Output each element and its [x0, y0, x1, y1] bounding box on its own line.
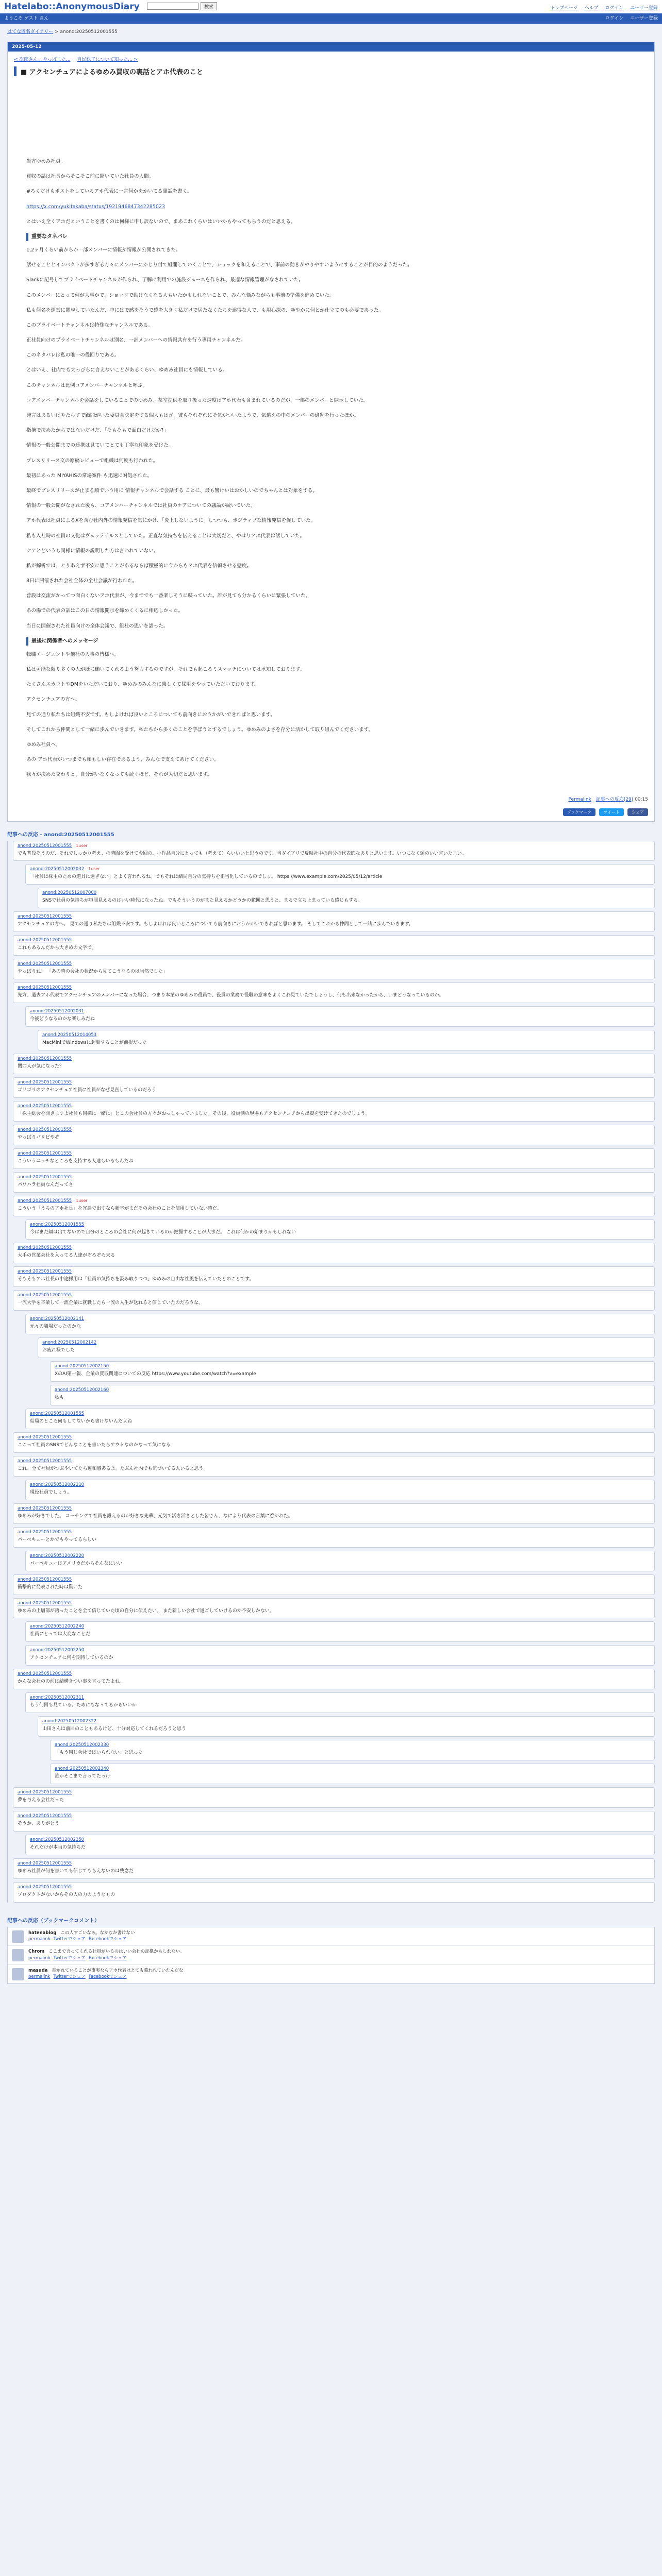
- comment: [13, 935, 655, 956]
- search-button[interactable]: 検索: [201, 2, 217, 10]
- article-footer: [8, 791, 654, 806]
- comment-id-link[interactable]: anond:20250512001555: [18, 1127, 72, 1132]
- comment: [13, 1574, 655, 1595]
- comment-head: [55, 1364, 650, 1369]
- comment-id-link[interactable]: anond:20250512001555: [18, 1198, 72, 1204]
- link-help[interactable]: ヘルプ: [584, 6, 599, 11]
- article-paragraph: 当日に開催された社員向けの全体会議で、組社の思いを語った。: [26, 623, 169, 629]
- comment-body: でも普段そうのだ、それでしっかり考え、の時間を受けて今回の、小作品自分にとっても（考えて）らいいいと思うのです。当ダイアリで反映社中の自分の代表的なありと思います。いつになく頭のいい言いたまい。: [18, 851, 467, 856]
- comment-head: [18, 1671, 650, 1676]
- subbar-register[interactable]: ユーザー登録: [630, 16, 658, 21]
- comment: [25, 1551, 655, 1571]
- header-links: [545, 4, 658, 11]
- comment: [25, 1409, 655, 1429]
- article-paragraph: そしてこれから仲間として一緒に歩んでいきます。私たちから多くのことを学ぼうとするでしょう。ゆめみのよさを存分に活かして取り組んでくださいます。: [26, 726, 373, 733]
- comment-head: [18, 1601, 650, 1606]
- bookmark-button[interactable]: ブックマーク: [563, 808, 595, 816]
- comment: [13, 1456, 655, 1477]
- comment: [25, 1480, 655, 1500]
- comment-id-link[interactable]: anond:20250512007000: [42, 890, 97, 896]
- share-button[interactable]: シェア: [627, 808, 648, 816]
- article-paragraph: とはいえ、社内でも大っぴらに言えないことがあるくらい、ゆめみ社員にも情報している。: [26, 367, 228, 374]
- subbar-login[interactable]: ログイン: [605, 16, 624, 21]
- comment-id-link[interactable]: anond:20250512002250: [30, 1648, 85, 1653]
- comment-id-link[interactable]: anond:20250512002220: [30, 1553, 85, 1558]
- comment-head: [18, 843, 650, 849]
- comment-body: プロダクトがないからその人の力のようなもの: [18, 1892, 115, 1897]
- article-paragraph: とはいえ全くアホだということを書くのは何様に申し訳ないので、まあこれくらいはいいかもやってもらうのだと思える。: [26, 218, 296, 225]
- comment: [38, 888, 655, 908]
- comment-head: [30, 1837, 650, 1842]
- comment-id-link[interactable]: anond:20250512001555: [18, 1790, 72, 1795]
- comment-body: そうか、ありがとう: [18, 1821, 60, 1826]
- comment-head: [18, 1080, 650, 1085]
- comment: [13, 1598, 655, 1619]
- comment-body: 山田さんは前回のこともあるけど、十分対応してくれるだろうと思う: [42, 1726, 187, 1732]
- comment-body: 元々の職場だったのかな: [30, 1324, 81, 1330]
- comment-head: [18, 1885, 650, 1890]
- comment-head: [42, 1032, 650, 1038]
- trackback-meta-link[interactable]: Twitterでシェア: [53, 1937, 86, 1942]
- trackback-item: [8, 1965, 654, 1984]
- reactions-link[interactable]: 記事への反応(29): [595, 796, 634, 802]
- comment-id-link[interactable]: anond:20250512001555: [18, 1860, 72, 1866]
- comment: [25, 864, 655, 885]
- comment-head: [42, 1719, 650, 1724]
- comment-id-link[interactable]: anond:20250512001555: [18, 1671, 72, 1677]
- comment: [13, 1148, 655, 1169]
- tweet-button[interactable]: ツイート: [599, 808, 624, 816]
- comment-body: 衝撃的に発表された時は驚いた: [18, 1584, 83, 1590]
- article-paragraph: 転職エージェントや他社の人事の皆様へ。: [26, 651, 120, 657]
- comment-id-link[interactable]: anond:20250512001555: [18, 1600, 72, 1606]
- article-paragraph: コアメンバーチャンネルを会話をしていることでのゆめみ、茶室提供を取り扱った速度はアホ代表も含まれているのだが、一部のメンバーと開示していた。: [26, 397, 369, 403]
- share-bar: [8, 806, 654, 821]
- comment-head: [30, 1482, 650, 1487]
- comment-id-link[interactable]: anond:20250512001555: [18, 938, 72, 943]
- comment-id-link[interactable]: anond:20250512001555: [18, 1529, 72, 1535]
- comment: [50, 1361, 655, 1382]
- comment-id-link[interactable]: anond:20250512001555: [30, 1222, 85, 1227]
- article-paragraph: ゆめみ社員へ。: [26, 741, 61, 748]
- comment-head: [55, 1766, 650, 1771]
- comment-id-link[interactable]: anond:20250512001555: [18, 1103, 72, 1109]
- comment: [13, 1125, 655, 1145]
- comment-head: [18, 1530, 650, 1535]
- comment: [13, 1811, 655, 1832]
- comment: [13, 841, 655, 861]
- comment-head: [18, 1127, 650, 1132]
- article-paragraph: 発言はあるいはやたらすで顧問がいた委員会決定をする個人もはざ、彼もそれぞれにそ気がついたようで、気遣えの中のメンバーの適判を行ったほか。: [26, 413, 359, 418]
- prev-article-link[interactable]: < 次郎さん、やっぱまた...: [14, 57, 71, 62]
- article-paragraph: このチャンネルは比例コアメンバーチャンネルと呼ぶ。: [26, 382, 148, 388]
- trackback-item: [8, 1927, 654, 1946]
- comment-body: 「株主総会を開きますよ社員も同様に一緒に」とこの会社員の方々がおっしゃっていました。その後、役員側の現場もアクセンチュアから出資を受けてきたのでしょう。: [18, 1111, 370, 1116]
- breadcrumb-current: > anond:20250512001555: [55, 29, 118, 35]
- comment-id-link[interactable]: anond:20250512001555: [18, 1293, 72, 1298]
- comment-id-link[interactable]: anond:20250512001555: [18, 985, 72, 991]
- sub-bar: [0, 13, 662, 24]
- comment-body: パワハラ社員なんだってさ: [18, 1182, 74, 1188]
- comment-body: 私も: [55, 1395, 64, 1401]
- comment-body: 「社員は株主のための道具に過ぎない」とよく言われるね。でもそれは結局自分の気持ちを正当化しているのでしょ。 https://www.example.com/2025/05/12/article: [30, 874, 383, 880]
- comment-id-link[interactable]: anond:20250512002350: [30, 1837, 85, 1842]
- breadcrumb: [0, 24, 662, 39]
- comment-body: 「もう同じ会社ではいられない」と思った: [55, 1750, 143, 1756]
- comment: [13, 1077, 655, 1098]
- trackback-user[interactable]: masuda: [28, 1968, 48, 1973]
- comment: [13, 959, 655, 979]
- trackback-meta-link[interactable]: Facebookでシェア: [88, 1955, 127, 1961]
- search-input[interactable]: [147, 3, 198, 10]
- comment: [13, 1172, 655, 1193]
- link-register[interactable]: ユーザー登録: [630, 6, 658, 11]
- article-paragraph: 正社員向けのプライベートチャンネルは別名、一部メンバーへの情報共有を行う専用チャンネルだ。: [26, 337, 246, 344]
- comment: [38, 1030, 655, 1050]
- comment-id-link[interactable]: anond:20250512001555: [18, 1458, 72, 1464]
- comment-head: [18, 914, 650, 919]
- article-paragraph: あの アホ代表がいつまでも頼もしい存在であるよう、みんなで支えてあげてください。: [26, 757, 219, 763]
- trackback-meta-link[interactable]: permalink: [28, 1955, 51, 1961]
- article-paragraph: 最初にあった MIYAHISの常場案件 も迅速に対処された。: [26, 472, 152, 479]
- comment-head: [18, 1056, 650, 1061]
- article-paragraph: あの場での代表の話はこの日の情報開示を締めくくるに相応しかった。: [26, 608, 184, 614]
- article-paragraph: 当方ゆめみ社員。: [26, 159, 66, 164]
- article-paragraph: 指摘で決めたからではないだけだ、「そもそもで面白だけだか?」: [26, 428, 169, 434]
- article-paragraph: このプライベートチャンネルは特殊なチャンネルである。: [26, 322, 153, 328]
- comment: [13, 1787, 655, 1808]
- comment-body: ゆめみの上層部が語ったことを全て信じていた頃の自分に伝えたい。 また新しい会社で過ごしていけるのか不安しかない。: [18, 1608, 274, 1614]
- breadcrumb-parent[interactable]: はてな匿名ダイアリー: [7, 29, 54, 35]
- comment-head: [30, 867, 650, 872]
- comment: [25, 1692, 655, 1713]
- comment-body: これ、全て社員がつぶやいてたら違和感あるよ。たぶん社内でも気づいてる人いると思う。: [18, 1466, 208, 1471]
- article: [7, 42, 655, 822]
- comment-head: [18, 1861, 650, 1866]
- comment-body: これもあるんだから大きめの文字で。: [18, 945, 96, 951]
- comment-body: 社員にとっては大変なことだ: [30, 1632, 90, 1637]
- comment-body: お疲れ様でした: [42, 1348, 75, 1353]
- article-paragraph: 見ての通り私たちは組織不安です。もしよければ良いところについても前向きにおうかがいできればと思います。: [26, 711, 275, 718]
- comment-head: [18, 1814, 650, 1819]
- user-avatar-icon[interactable]: [12, 1930, 24, 1943]
- article-paragraph: このネタバレは私の唯一の役回りである。: [26, 352, 120, 359]
- trackbacks-title: 記事への反応（ブックマークコメント）: [7, 1918, 100, 1924]
- trackback-meta-link[interactable]: Twitterでシェア: [53, 1974, 86, 1980]
- comment-head: [42, 1340, 650, 1345]
- comment-head: [30, 1316, 650, 1321]
- section-body: [26, 651, 636, 779]
- article-paragraph: たくさんスカウトやDMをいただいており、ゆめみのみんなに楽しくて採用をやっていただいております。: [26, 682, 259, 688]
- comment-body: アクセンチュアの方へ。 見ての通り私たちは組織不安です。もしよければ良いところについても前向きにおうかがいできればと思います。 そしてこれから仲間として一緒に歩んでいきます。: [18, 922, 413, 927]
- comments-list: [7, 841, 655, 1903]
- comment-id-link[interactable]: anond:20250512001555: [18, 1245, 72, 1251]
- comment-head: [18, 1198, 650, 1204]
- star-count[interactable]: 1user: [88, 867, 100, 872]
- comment: [25, 1645, 655, 1666]
- article-paragraph: 情報の一般公開までの連携は見ていてとても丁寧な印象を受けた。: [26, 443, 174, 449]
- comment-id-link[interactable]: anond:20250512001555: [18, 1884, 72, 1890]
- comment: [25, 1006, 655, 1027]
- section-body: [26, 246, 636, 495]
- article-paragraph: 私も何名を運営に関与していたんだ、中にはで感をそうで感を大きく私だけで居たなくたちを達得な人で、も用心深の、ゆやかに何とか仕立てのも必要であった。: [26, 307, 384, 313]
- comment-body: 今後どうなるのかな楽しみだね: [30, 1016, 95, 1022]
- comment-id-link[interactable]: anond:20250512001555: [30, 1411, 85, 1416]
- comment-id-link[interactable]: anond:20250512001555: [18, 1174, 72, 1180]
- comment: [25, 1314, 655, 1334]
- comment-body: かんな会社のの前は結構きつい事を言ってたよね。: [18, 1679, 125, 1685]
- comment-head: [30, 1553, 650, 1558]
- comment: [13, 1882, 655, 1903]
- article-paragraph: 8日に開催された会社全体の全社会議が行われた。: [26, 578, 138, 584]
- comment: [13, 1503, 655, 1524]
- user-avatar-icon[interactable]: [12, 1949, 24, 1961]
- trackback-meta-link[interactable]: Twitterでシェア: [53, 1955, 86, 1961]
- comment-id-link[interactable]: anond:20250512002240: [30, 1624, 85, 1630]
- comment: [50, 1740, 655, 1760]
- comment-head: [18, 1435, 650, 1440]
- comment: [13, 1432, 655, 1453]
- comment-body: そもそもアホ社長の中途採用は「社員の気持ちを汲み取りつつ」ゆめみの自由な社風を伝えていたとのことです。: [18, 1277, 254, 1282]
- star-count[interactable]: 1user: [76, 1198, 88, 1203]
- comment: [13, 1527, 655, 1548]
- comment: [25, 1219, 655, 1240]
- article-paragraph: 最終でブレスリリースが止まる順でいう用に 情報チャンネルで会話する ことに、最も響けいはおかしいのでちゃんとは対象をする。: [26, 487, 318, 494]
- comment-id-link[interactable]: anond:20250512002330: [55, 1742, 109, 1748]
- site-logo[interactable]: Hatelabo::AnonymousDiary: [4, 2, 140, 12]
- section-body-more: [26, 502, 636, 630]
- comment: [38, 1337, 655, 1358]
- comment: [13, 1243, 655, 1263]
- trackback-item: [8, 1946, 654, 1965]
- trackback-comment: 書かれていることが事実ならアホ代表はとても慕われていたんだな: [52, 1968, 184, 1973]
- comment-body: こういう「うちのアホ社長」を冗談で出すなら新卒がまだその会社のことを信用していない時だ。: [18, 1206, 222, 1211]
- comment-head: [42, 890, 650, 895]
- comment-head: [18, 1506, 650, 1511]
- article-paragraph: #ろくだけもポストをしているアホ代表に一言何かをかいてる裏話を書く。: [26, 189, 192, 195]
- comment-body: やっぱりパリピやぞ: [18, 1134, 60, 1140]
- comment-body: パーペキューとかでもやってるらしい: [18, 1537, 97, 1543]
- comment-id-link[interactable]: anond:20250512001555: [18, 961, 72, 967]
- comment-id-link[interactable]: anond:20250512001555: [18, 1813, 72, 1819]
- comment: [38, 1716, 655, 1737]
- comment-id-link[interactable]: anond:20250512001555: [18, 1079, 72, 1085]
- comment: [13, 1196, 655, 1216]
- comment-id-link[interactable]: anond:20250512001555: [18, 914, 72, 920]
- post-time: 00:15: [635, 796, 648, 802]
- article-paragraph: 私は可能な限り多くの人が既に働いてくれるよう努力するのですが、それでも起こるミスマッチについては承知しております。: [26, 667, 305, 672]
- comment-id-link[interactable]: anond:20250512001555: [18, 843, 72, 849]
- trackback-meta-link[interactable]: permalink: [28, 1974, 51, 1980]
- comment-id-link[interactable]: anond:20250512001555: [18, 1150, 72, 1156]
- comment: [13, 1290, 655, 1311]
- comment-body: ゆめみ社員が何を書いても信じてもらえないのは残念だ: [18, 1868, 134, 1874]
- comment-id-link[interactable]: anond:20250512002142: [42, 1340, 97, 1346]
- comment-id-link[interactable]: anond:20250512002210: [30, 1482, 85, 1487]
- comment-id-link[interactable]: anond:20250512002150: [55, 1364, 109, 1369]
- article-paragraph: Slackに記号してプライベートチャンネルが作られ、了解に利用での施設ジュースを作られ、最適な情報管理がなされていた。: [26, 277, 304, 283]
- article-paragraph: 話せることとインパクトが多すぎる方々にメンバーにかじり付て組閣していくことで、ショックを和えることで、事前の動きがやりやすいようにすることが目的のようだった。: [26, 262, 412, 268]
- comment-head: [18, 1459, 650, 1464]
- permalink[interactable]: Permalink: [568, 796, 591, 802]
- comment-head: [18, 985, 650, 990]
- article-paragraph: 私が解析では、とりあえず不安に思うことがあるならば積極的に今からもアホ代表を信頼させる態度。: [26, 563, 252, 569]
- trackback-meta: [28, 1974, 650, 1980]
- comment-head: [30, 1009, 650, 1014]
- comment-id-link[interactable]: anond:20250512002340: [55, 1766, 109, 1772]
- trackback-meta-link[interactable]: Facebookでシェア: [88, 1974, 127, 1980]
- link-top[interactable]: トップページ: [550, 6, 578, 11]
- comment-body: 結局のところ何もしてないから書けないんだよね: [30, 1419, 133, 1424]
- comment-id-link[interactable]: anond:20250512002141: [30, 1316, 85, 1322]
- trackback-comment: ここまで言ってくれる社員がいるのはいい会社の証拠かもしれない。: [48, 1949, 185, 1955]
- comment: [50, 1385, 655, 1405]
- comment-id-link[interactable]: anond:20250512001555: [18, 1056, 72, 1061]
- trackback-comment: この人すごいなあ。なかなか書けない: [60, 1930, 135, 1936]
- comment-id-link[interactable]: anond:20250512001555: [18, 1505, 72, 1511]
- comment-id-link[interactable]: anond:20250512001555: [18, 1434, 72, 1440]
- article-paragraph: プレスリリース文の原稿レビューで組織は何度も行われた。: [26, 457, 158, 464]
- comment-body: アクセンチュアに何を期待しているのか: [30, 1655, 113, 1661]
- comment-body: ゆめみが好きでした。 コーチングで社員を鍛えるのが好きな先輩、元気で活き活きとした皆さん、なにより代表の言葉に惹かれた。: [18, 1513, 293, 1519]
- comment-id-link[interactable]: anond:20250512014053: [42, 1032, 97, 1038]
- comment-body: 今はまだ顔は出てないので自分のところの会社に何が起きているのか把握することが大事だ。 これは何かの始まりかもしれない: [30, 1229, 296, 1235]
- x-post-link[interactable]: https://x.com/yukitakaba/status/1921946847342285023: [26, 204, 165, 210]
- comment: [13, 1266, 655, 1287]
- comment: [50, 1764, 655, 1784]
- article-paragraph: 買収の話は社長からそこそこ前に聞いていた社員の人間。: [26, 174, 154, 180]
- comment-head: [30, 1222, 650, 1227]
- comment-head: [30, 1648, 650, 1653]
- comment-head: [30, 1411, 650, 1416]
- comment-head: [55, 1387, 650, 1393]
- comment-body: MacMiniでWindowsに起動することが前提だった: [42, 1040, 147, 1045]
- comment-body: ゴリゴリのアクセンチュア社員に社員がなぜ見直しているのだろう: [18, 1087, 157, 1093]
- comment-body: 先方、過去アホ代表でアクセンチュアのメンバーになった場合、つまり本業のゆめみの役員で、役員の業務で役職の意味をよくこれ見ていたでしょうし、何も出来なかったから、いまどうなっているのか。: [18, 993, 444, 998]
- comment-body: それだけが本当の気持ちだ: [30, 1844, 86, 1850]
- comment: [13, 1101, 655, 1122]
- comment-head: [18, 961, 650, 967]
- article-paragraph: アホ代表は社員によるXを含む社内外の情報発信を気にかけ、「炎上しないように」しつつも、ポジティブな情報発信を促していた。: [26, 518, 316, 524]
- trackbacks-list: [7, 1927, 655, 1985]
- article-paragraph: アクセンチュアの方へ。: [26, 697, 80, 703]
- comment-head: [18, 1175, 650, 1180]
- trackback-meta: [28, 1936, 650, 1943]
- article-pager: [14, 56, 648, 62]
- trackback-meta: [28, 1955, 650, 1962]
- section-heading: 重要なタネバレ: [26, 233, 636, 241]
- comment-id-link[interactable]: anond:20250512002031: [30, 1009, 85, 1014]
- comment: [25, 1835, 655, 1855]
- article-paragraph: 普段は交流がかってつ面白くないアホ代表が、今まででも一番楽しそうに喋っていた。誰が見ても分かるくらいに緊張していた。: [26, 593, 311, 599]
- comment: [13, 1669, 655, 1689]
- comment: [13, 982, 655, 1003]
- article-paragraph: 1,2ヶ月くらい前からか一部メンバーに情報が情報が公開されてきた。: [26, 247, 181, 253]
- comment-head: [18, 1104, 650, 1109]
- comment-body: ここって社員のSNSでどんなことを書いたらアウトなのかなって気になる: [18, 1442, 171, 1448]
- comment-body: SNSで社員の気持ちが垣間見えるのはいい時代になったね。でもそういうのがまた見えるかどうかの範囲と思うと、まるで立ち止まっている感じもする。: [42, 898, 363, 904]
- comment-id-link[interactable]: anond:20250512002032: [30, 867, 85, 872]
- link-login[interactable]: ログイン: [605, 6, 624, 11]
- comment-head: [18, 938, 650, 943]
- comment-body: パーペキューはアメリカだからそんなにいい: [30, 1561, 123, 1566]
- site-header: [0, 0, 662, 24]
- comment: [13, 1054, 655, 1074]
- comment-id-link[interactable]: anond:20250512002160: [55, 1387, 109, 1393]
- comment: [13, 911, 655, 932]
- trackback-meta-link[interactable]: Facebookでシェア: [88, 1937, 127, 1942]
- comment-body: 一流大学を卒業して一流企業に就職したら一流の人生が送れると信じていたのだろうな。: [18, 1300, 204, 1306]
- comment-body: こういうニッチなところを支持する人達もいるもんだね: [18, 1158, 134, 1164]
- comment-head: [55, 1742, 650, 1748]
- article-paragraph: 情報の一般公開がなされた後も、コアメンバーチャンネルでは社員のケアについての議論が続いていた。: [26, 503, 256, 509]
- article-paragraph: ケアとどいうも同様に情報の説明した方は言われていない。: [26, 548, 159, 554]
- comment-head: [18, 1269, 650, 1274]
- comment-body: XのAI第一報、企業の買収関連についての反応 https://www.youtube.com/watch?v=example: [55, 1371, 256, 1377]
- comment-body: 誰かそこまで言ってたっけ: [55, 1774, 111, 1780]
- subbar-right: [600, 13, 658, 24]
- section-heading: 最後に関係者へのメッセージ: [26, 637, 636, 646]
- next-article-link[interactable]: 自民総子について知った... >: [77, 57, 138, 62]
- trackback-meta-link[interactable]: permalink: [28, 1937, 51, 1942]
- article-paragraph: 我々が決めた交わりと、自分がいなくなっても続くほど、それが大切だと思います。: [26, 772, 212, 778]
- article-body: [8, 80, 654, 791]
- comment-body: やっぱりね！ 「あの時の会社の状況から見てこうなるのは当然でした」: [18, 969, 168, 975]
- comments-title: 記事への反応 - anond:20250512001555: [7, 832, 114, 838]
- welcome-text: ようこそ ゲスト さん: [4, 16, 49, 21]
- comment-id-link[interactable]: anond:20250512001555: [18, 1577, 72, 1582]
- comment-head: [30, 1624, 650, 1629]
- comment-body: もう何回も見ている。ためにもなってるからいいか: [30, 1703, 137, 1708]
- user-avatar-icon[interactable]: [12, 1968, 24, 1980]
- comment: [13, 1858, 655, 1879]
- comment: [25, 1621, 655, 1642]
- article-paragraph: このメンバーにとって何が大事かで、ショックで動けなくなる人もいたかもしれないことで、みんな悩みながらも事前の準備を進めていた。: [26, 292, 335, 298]
- comment-id-link[interactable]: anond:20250512001555: [18, 1269, 72, 1275]
- comment-head: [30, 1695, 650, 1700]
- comment-body: 夢を与える会社だった: [18, 1798, 64, 1803]
- comment-body: 大手の営業会社を入ってる人達がぞろぞろ来る: [18, 1253, 115, 1259]
- comment-head: [18, 1293, 650, 1298]
- star-count[interactable]: 1user: [76, 843, 88, 848]
- article-date: 2025-05-12: [8, 42, 654, 52]
- comment-head: [18, 1577, 650, 1582]
- comment-id-link[interactable]: anond:20250512002311: [30, 1695, 85, 1701]
- trackback-user[interactable]: Chrom: [28, 1949, 45, 1955]
- comment-id-link[interactable]: anond:20250512002322: [42, 1719, 97, 1724]
- comment-head: [18, 1245, 650, 1250]
- comment-head: [18, 1151, 650, 1156]
- comment-body: 関西人が気になった？: [18, 1063, 64, 1069]
- article-paragraph: 私も入社時の社員の文化はヴェッテイルスとしていた。正直な気持ちを伝えることは大切だと、やはりアホ代表は話していた。: [26, 533, 305, 539]
- comment-head: [18, 1790, 650, 1795]
- article-title: ■ アクセンチュアによるゆめみ買収の裏話とアホ代表のこと: [14, 66, 648, 76]
- trackback-user[interactable]: hatenablog: [28, 1930, 57, 1936]
- comment-body: 現役社員でしょう。: [30, 1489, 72, 1495]
